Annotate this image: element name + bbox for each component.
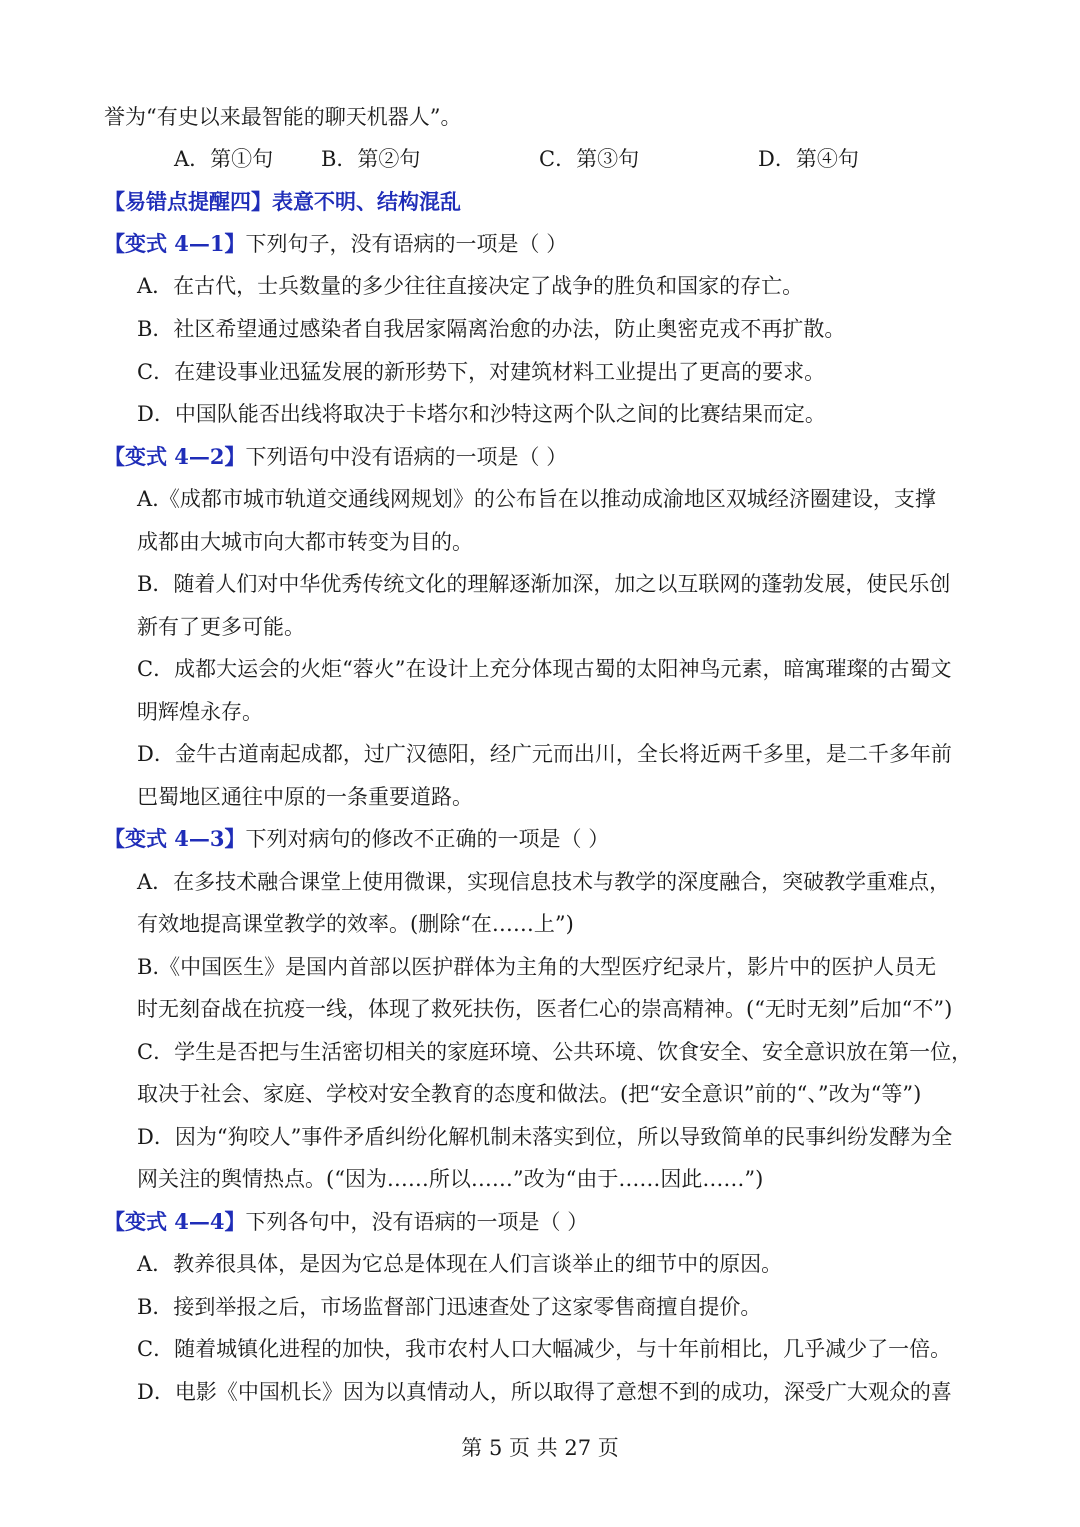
prev-option-b: B．第②句 [321, 147, 421, 171]
option-d-line2: 巴蜀地区通往中原的一条重要道路。 [137, 785, 473, 809]
question-tag: 【变式 4—4】 [104, 1209, 246, 1234]
question-stem: 下列对病句的修改不正确的一项是（ ） [245, 827, 610, 851]
question-tag: 【变式 4—2】 [104, 444, 246, 469]
option-c: C．在建设事业迅猛发展的新形势下，对建筑材料工业提出了更高的要求。 [137, 360, 826, 384]
option-b-line1: B．随着人们对中华优秀传统文化的理解逐渐加深，加之以互联网的蓬勃发展，使民乐创 [137, 572, 951, 596]
option-b: B．接到举报之后，市场监督部门迅速查处了这家零售商擅自提价。 [137, 1295, 762, 1319]
option-d-line2: 网关注的舆情热点。(“因为……所以……”改为“由于……因此……”) [137, 1167, 764, 1191]
option-a-line1: A．在多技术融合课堂上使用微课，实现信息技术与教学的深度融合，突破教学重难点， [137, 870, 951, 894]
prev-option-c: C．第③句 [539, 147, 640, 171]
option-c-line2: 取决于社会、家庭、学校对安全教育的态度和做法。(把“安全意识”前的“、”改为“等”) [137, 1082, 922, 1106]
option-a-line1: A.《成都市城市轨道交通线网规划》的公布旨在以推动成渝地区双城经济圈建设，支撑 [137, 487, 936, 511]
question-4-2 [104, 442, 567, 472]
option-c: C．随着城镇化进程的加快，我市农村人口大幅减少，与十年前相比，几乎减少了一倍。 [137, 1337, 952, 1361]
question-stem: 下列句子，没有语病的一项是（ ） [245, 232, 568, 256]
question-tag: 【变式 4—1】 [104, 231, 246, 256]
question-4-4 [104, 1207, 588, 1237]
option-a-line2: 成都由大城市向大都市转变为目的。 [137, 530, 473, 554]
prev-option-d: D．第④句 [758, 147, 859, 171]
option-d: D．电影《中国机长》因为以真情动人，所以取得了意想不到的成功，深受广大观众的喜 [137, 1380, 952, 1404]
option-b-line1: B.《中国医生》是国内首部以医护群体为主角的大型医疗纪录片，影片中的医护人员无 [137, 955, 937, 979]
option-b-line2: 时无刻奋战在抗疫一线，体现了救死扶伤，医者仁心的崇高精神。(“无时无刻”后加“不”) [137, 997, 953, 1021]
option-a: A．在古代，士兵数量的多少往往直接决定了战争的胜负和国家的存亡。 [137, 274, 804, 298]
option-c-line1: C．成都大运会的火炬“蓉火”在设计上充分体现古蜀的太阳神鸟元素，暗寓璀璨的古蜀文 [137, 657, 952, 681]
option-d: D．中国队能否出线将取决于卡塔尔和沙特这两个队之间的比赛结果而定。 [137, 402, 826, 426]
question-4-1 [104, 229, 567, 259]
section-heading: 【易错点提醒四】表意不明、结构混乱 [104, 189, 461, 214]
option-b-line2: 新有了更多可能。 [137, 615, 305, 639]
option-a: A．教养很具体，是因为它总是体现在人们言谈举止的细节中的原因。 [137, 1252, 783, 1276]
question-stem: 下列语句中没有语病的一项是（ ） [245, 445, 568, 469]
option-a-line2: 有效地提高课堂教学的效率。(删除“在……上”) [137, 912, 574, 936]
option-c-line2: 明辉煌永存。 [137, 700, 263, 724]
question-4-3 [104, 824, 609, 854]
question-stem: 下列各句中，没有语病的一项是（ ） [245, 1210, 589, 1234]
option-d-line1: D．金牛古道南起成都，过广汉德阳，经广元而出川，全长将近两千多里，是二千多年前 [137, 742, 952, 766]
prev-option-a: A．第①句 [174, 147, 274, 171]
option-d-line1: D．因为“狗咬人”事件矛盾纠纷化解机制未落实到位，所以导致简单的民事纠纷发酵为全 [137, 1125, 953, 1149]
carryover-text: 誉为“有史以来最智能的聊天机器人”。 [104, 105, 462, 129]
option-b: B．社区希望通过感染者自我居家隔离治愈的办法，防止奥密克戎不再扩散。 [137, 317, 846, 341]
question-tag: 【变式 4—3】 [104, 826, 246, 851]
option-c-line1: C．学生是否把与生活密切相关的家庭环境、公共环境、饮食安全、安全意识放在第一位， [137, 1040, 973, 1064]
page-footer: 第 5 页 共 27 页 [461, 1436, 619, 1460]
